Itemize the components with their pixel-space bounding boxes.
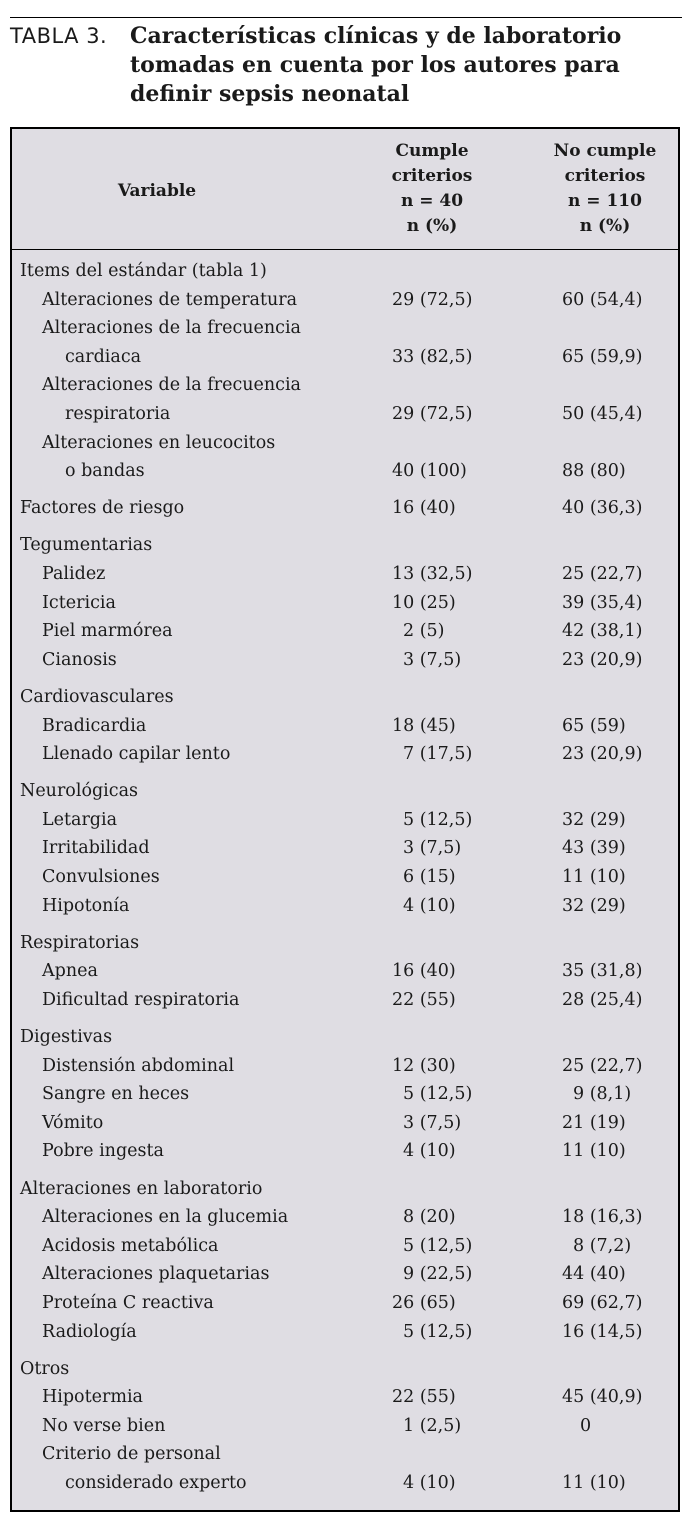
cell-cumple: 22 (55): [392, 989, 456, 1010]
row-label: Piel marmórea: [42, 621, 173, 642]
row-label: Proteína C reactiva: [42, 1292, 214, 1313]
row-label: Respiratorias: [20, 932, 140, 953]
table-row: [12, 1289, 678, 1317]
table-row: [12, 1109, 678, 1137]
cell-no-cumple: 11 (10): [562, 867, 626, 887]
cell-cumple: 4 (10): [403, 1141, 456, 1162]
row-label: Alteraciones en la glucemia: [42, 1207, 289, 1228]
cell-no-cumple: 44 (40): [562, 1264, 626, 1285]
row-label: Alteraciones de la frecuencia: [42, 375, 301, 396]
cell-no-cumple: 69 (62,7): [562, 1292, 643, 1313]
row-label: Llenado capilar lento: [42, 744, 231, 765]
row-label: Acidosis metabólica: [42, 1235, 219, 1256]
row-label: o bandas: [65, 461, 145, 482]
row-label: Pobre ingesta: [42, 1141, 164, 1162]
cell-no-cumple: 11 (10): [562, 1141, 626, 1162]
cell-no-cumple: 65 (59,9): [562, 346, 643, 367]
cell-no-cumple: 65 (59): [562, 715, 626, 736]
row-label: cardiaca: [65, 346, 142, 367]
cell-cumple: 29 (72,5): [392, 404, 473, 424]
row-label: Vómito: [42, 1112, 104, 1133]
row-label: Distensión abdominal: [42, 1055, 235, 1076]
table-row: [12, 1440, 678, 1468]
table-row: [12, 400, 678, 428]
cell-cumple: 3 (7,5): [403, 1112, 462, 1133]
header-col1-line: criterios: [391, 166, 473, 186]
cell-cumple: 6 (15): [403, 867, 456, 887]
table-row: [12, 257, 678, 285]
row-label: Digestivas: [20, 1027, 113, 1047]
cell-cumple: 8 (20): [403, 1207, 456, 1228]
cell-cumple: 3 (7,5): [403, 838, 462, 859]
row-label: Dificultad respiratoria: [42, 989, 240, 1010]
table-row: [12, 712, 678, 740]
cell-no-cumple: 32 (29): [562, 895, 626, 916]
cell-no-cumple: 16 (14,5): [562, 1321, 643, 1342]
header-col1-line: Cumple: [395, 141, 469, 161]
table-row: [12, 1260, 678, 1288]
table-row: [12, 1355, 678, 1383]
row-label: Cardiovasculares: [20, 686, 174, 707]
table-row: [12, 1137, 678, 1165]
cell-cumple: 29 (72,5): [392, 289, 473, 310]
header-col2-line: n (%): [579, 216, 631, 236]
table-row: [12, 1023, 678, 1051]
table-row: [12, 371, 678, 399]
cell-no-cumple: 39 (35,4): [562, 592, 643, 613]
table-row: [12, 986, 678, 1014]
cell-no-cumple: 88 (80): [562, 461, 626, 482]
row-label: Neurológicas: [20, 781, 138, 802]
cell-no-cumple: 35 (31,8): [562, 961, 643, 982]
table-row: [12, 457, 678, 485]
table-row: [12, 531, 678, 559]
table-row: [12, 617, 678, 645]
cell-cumple: 16 (40): [392, 961, 456, 982]
cell-no-cumple: 28 (25,4): [562, 989, 643, 1010]
table-row: [12, 646, 678, 674]
row-label: Tegumentarias: [20, 535, 153, 556]
data-table: [10, 127, 680, 1512]
row-label: Cianosis: [42, 649, 117, 670]
cell-cumple: 33 (82,5): [392, 346, 473, 367]
table-row: [12, 892, 678, 920]
cell-no-cumple: 42 (38,1): [562, 621, 643, 642]
row-label: Sangre en heces: [42, 1084, 190, 1105]
cell-no-cumple: 25 (22,7): [562, 1055, 643, 1076]
table-row: [12, 683, 678, 711]
cell-no-cumple: 18 (16,3): [562, 1207, 643, 1228]
table-row: [12, 1052, 678, 1080]
table-row: [12, 494, 678, 522]
cell-no-cumple: 60 (54,4): [562, 289, 643, 310]
cell-no-cumple: 40 (36,3): [562, 498, 643, 519]
row-label: Ictericia: [42, 592, 116, 613]
row-label: Alteraciones en leucocitos: [42, 432, 276, 453]
cell-cumple: 12 (30): [392, 1055, 456, 1076]
table-row: [12, 314, 678, 342]
row-label: considerado experto: [65, 1473, 247, 1493]
top-rule: [10, 17, 682, 18]
row-label: No verse bien: [42, 1415, 166, 1436]
cell-cumple: 5 (12,5): [403, 1235, 473, 1256]
table-row: [12, 429, 678, 457]
cell-cumple: 16 (40): [392, 498, 456, 519]
cell-cumple: 40 (100): [392, 461, 467, 482]
cell-no-cumple: 43 (39): [562, 838, 626, 859]
cell-cumple: 2 (5): [403, 621, 445, 642]
cell-no-cumple: 45 (40,9): [562, 1387, 643, 1408]
table-row: [12, 929, 678, 957]
row-label: Radiología: [42, 1321, 137, 1342]
cell-no-cumple: 25 (22,7): [562, 564, 643, 584]
row-label: Alteraciones de temperatura: [42, 289, 298, 310]
table-row: [12, 1175, 678, 1203]
header-col2-line: n = 110: [568, 191, 642, 211]
table-row: [12, 834, 678, 862]
table-row: [12, 343, 678, 371]
table-row: [12, 1318, 678, 1346]
table-row: [12, 806, 678, 834]
table-row: [12, 286, 678, 314]
cell-no-cumple: 8 (7,2): [573, 1235, 632, 1256]
cell-cumple: 9 (22,5): [403, 1264, 473, 1285]
table-row: [12, 1080, 678, 1108]
row-label: Otros: [20, 1358, 70, 1379]
row-label: Irritabilidad: [42, 838, 150, 859]
table-title: Características clínicas y de laboratorio tomadas en cuenta por los autores para definir sepsis neonatal: [130, 23, 622, 107]
table-label: TABLA 3.: [10, 24, 108, 48]
cell-cumple: 18 (45): [392, 715, 456, 736]
row-label: Bradicardia: [42, 715, 147, 736]
cell-no-cumple: 32 (29): [562, 809, 626, 830]
cell-cumple: 10 (25): [392, 592, 456, 613]
cell-no-cumple: 9 (8,1): [573, 1084, 632, 1105]
table-row: [12, 1232, 678, 1260]
cell-no-cumple: 0: [580, 1415, 592, 1436]
cell-cumple: 5 (12,5): [403, 1084, 473, 1105]
cell-cumple: 26 (65): [392, 1292, 456, 1313]
table-row: [12, 1203, 678, 1231]
header-no-cumple-criterios: [540, 139, 670, 239]
table-header: [12, 129, 678, 250]
row-label: Hipotermia: [42, 1387, 143, 1408]
table-row: [12, 589, 678, 617]
row-label: Letargia: [42, 809, 118, 830]
row-label: Apnea: [42, 961, 98, 982]
row-label: Criterio de personal: [42, 1444, 221, 1465]
header-col2-line: criterios: [564, 166, 646, 186]
cell-cumple: 22 (55): [392, 1387, 456, 1408]
cell-no-cumple: 23 (20,9): [562, 649, 643, 670]
cell-cumple: 7 (17,5): [403, 744, 473, 765]
table-row: [12, 957, 678, 985]
table-row: [12, 1383, 678, 1411]
row-label: respiratoria: [65, 404, 171, 424]
cell-cumple: 3 (7,5): [403, 649, 462, 670]
row-label: Items del estándar (tabla 1): [20, 261, 267, 281]
header-variable: Variable: [117, 181, 197, 201]
table-row: [12, 740, 678, 768]
cell-no-cumple: 21 (19): [562, 1112, 626, 1133]
cell-cumple: 4 (10): [403, 895, 456, 916]
table-row: [12, 863, 678, 891]
cell-cumple: 5 (12,5): [403, 1321, 473, 1342]
table-row: [12, 777, 678, 805]
row-label: Alteraciones en laboratorio: [20, 1178, 263, 1199]
table-row: [12, 1412, 678, 1440]
header-col1-line: n = 40: [400, 191, 464, 211]
row-label: Alteraciones plaquetarias: [42, 1264, 270, 1285]
cell-no-cumple: 23 (20,9): [562, 744, 643, 765]
row-label: Palidez: [42, 564, 106, 584]
table-row: [12, 560, 678, 588]
cell-cumple: 4 (10): [403, 1473, 456, 1493]
cell-cumple: 13 (32,5): [392, 564, 473, 584]
cell-cumple: 5 (12,5): [403, 809, 473, 830]
header-col1-line: n (%): [406, 216, 458, 236]
row-label: Factores de riesgo: [20, 498, 185, 519]
cell-cumple: 1 (2,5): [403, 1415, 462, 1436]
row-label: Hipotonía: [42, 895, 130, 916]
cell-no-cumple: 11 (10): [562, 1473, 626, 1493]
header-col2-line: No cumple: [553, 141, 657, 161]
table-row: [12, 1469, 678, 1497]
cell-no-cumple: 50 (45,4): [562, 404, 643, 424]
row-label: Convulsiones: [42, 867, 160, 887]
row-label: Alteraciones de la frecuencia: [42, 318, 301, 339]
header-cumple-criterios: [367, 139, 497, 239]
